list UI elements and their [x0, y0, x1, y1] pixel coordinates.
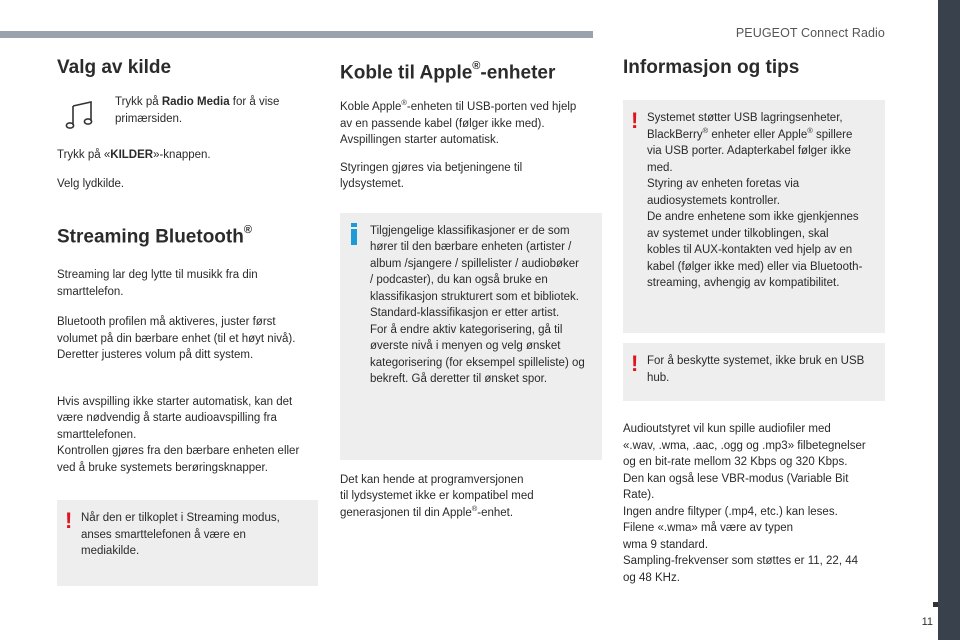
line: bekreft. Gå deretter til ønsket spor.: [370, 373, 548, 386]
line: øverste nivå i menyen og velg ønsket: [370, 340, 561, 353]
line: smarttelefonen.: [57, 428, 137, 441]
line: Avspillingen starter automatisk.: [340, 134, 499, 147]
line: Sampling-frekvenser som støttes er 11, 22, 44: [623, 555, 858, 567]
text-fragment: spillere: [812, 128, 853, 141]
heading-informasjon-og-tips: Informasjon og tips: [623, 57, 800, 78]
classification-info-text: [370, 223, 592, 388]
line: For å beskytte systemet, ikke bruk en USB: [647, 355, 865, 367]
line: mediakilde.: [81, 545, 140, 558]
line: For å endre aktiv kategorisering, gå til: [370, 323, 563, 336]
line: lydsystemet.: [340, 178, 404, 191]
column-info-tips: [623, 56, 885, 586]
line: Audioutstyret vil kun spille audiofiler med: [623, 423, 831, 435]
bt-paragraph-3: [57, 394, 319, 477]
registered-mark: ®: [807, 125, 813, 135]
line: De andre enhetene som ikke gjenkjennes: [647, 211, 859, 223]
line: Filene «.wma» må være av typen: [623, 522, 794, 534]
usb-support-warning-box: [623, 100, 885, 333]
line: kobles til AUX-kontakten ved hjelp av en: [647, 244, 853, 256]
registered-mark: ®: [702, 125, 709, 135]
column-apple: [340, 56, 602, 521]
kilder-instruction: [57, 147, 319, 164]
line: Styringen gjøres via betjeningene til: [340, 161, 523, 174]
line: klassifikasjon strukturert som et bibliotek.: [370, 290, 579, 303]
streaming-warning-box: [57, 500, 318, 586]
text-fragment: for å vise: [229, 96, 280, 108]
page-number: 11: [921, 616, 933, 628]
registered-mark: ®: [243, 224, 252, 236]
column-source-select: [57, 56, 319, 586]
text-fragment: BlackBerry: [647, 128, 703, 141]
line: ved å bruke systemets berøringsknapper.: [57, 461, 268, 474]
text-fragment: Koble Apple: [340, 101, 402, 114]
line: Bluetooth profilen må aktiveres, juster først: [57, 316, 276, 329]
text-fragment: -enheten til USB-porten ved hjelp: [406, 101, 577, 114]
text-fragment: primærsiden.: [115, 112, 183, 125]
streaming-warning-text: [81, 510, 308, 560]
bt-paragraph-1: [57, 267, 319, 300]
line: kategorisering (for eksempel spilleliste) og: [370, 356, 585, 369]
apple-paragraph-2: [340, 160, 602, 193]
line: hører til den bærbare enheten (artister /: [370, 241, 572, 254]
page-edge-bar: [938, 0, 960, 640]
exclamation-warning-icon: !: [65, 508, 73, 534]
line: «.wav, .wma, .aac, .ogg og .mp3» filbetegnelser: [623, 439, 866, 452]
usb-hub-warning-box: [623, 343, 885, 401]
line: Styring av enheten foretas via: [647, 178, 800, 190]
velg-lydkilde: Velg lydkilde.: [57, 177, 125, 190]
music-note-icon: [64, 100, 98, 130]
line: Rate).: [623, 489, 655, 501]
continue-bullet: [933, 602, 938, 607]
line: via USB porter. Adapterkabel følger ikke: [647, 145, 851, 157]
bt-paragraph-2: [57, 314, 319, 364]
classification-info-box: [340, 213, 602, 460]
line: Kontrollen gjøres fra den bærbare enheten eller: [57, 445, 300, 458]
text-fragment: -enhet.: [477, 506, 514, 519]
line: Hvis avspilling ikke starter automatisk, kan det: [57, 395, 293, 408]
header-title: PEUGEOT Connect Radio: [735, 26, 885, 40]
text-fragment: enheter eller Apple: [708, 128, 808, 141]
line: Systemet støtter USB lagringsenheter,: [647, 112, 843, 124]
exclamation-warning-icon: !: [631, 351, 639, 376]
line: Den kan også lese VBR-modus (Variable Bit: [623, 472, 849, 485]
heading-koble-til-apple: [340, 56, 602, 85]
line: volumet på din bærbare enhet (til et høyt nivå).: [57, 332, 296, 345]
line: smarttelefon.: [57, 285, 124, 298]
line: album /sjangere / spillelister / audiobøker: [370, 257, 580, 270]
line: og en bit-rate mellom 32 Kbps og 320 Kbps.: [623, 456, 848, 468]
usb-support-warning-text: [647, 110, 875, 292]
header-rule: [0, 31, 593, 38]
radio-media-label: Radio Media: [161, 96, 230, 108]
heading-text: -enheter: [480, 62, 556, 84]
line: Tilgjengelige klassifikasjoner er de som: [370, 224, 570, 237]
heading-text: Streaming Bluetooth: [57, 226, 244, 248]
line: være nødvendig å starte audioavspilling fra: [57, 412, 277, 425]
line: Streaming lar deg lytte til musikk fra din: [57, 269, 258, 282]
line: og 48 KHz.: [623, 571, 680, 584]
apple-paragraph-1: [340, 99, 602, 149]
line: hub.: [647, 371, 670, 384]
kilder-label: KILDER: [110, 149, 154, 161]
line: Når den er tilkoplet i Streaming modus,: [81, 512, 280, 525]
registered-mark: ®: [401, 98, 407, 108]
registered-mark: ®: [472, 60, 481, 72]
apple-paragraph-3: [340, 472, 602, 522]
heading-valg-av-kilde: Valg av kilde: [57, 57, 172, 78]
line: Deretter justeres volum på ditt system.: [57, 349, 254, 362]
line: audiosystemets kontroller.: [647, 194, 780, 207]
line: kabel (følger ikke med) eller via Bluetooth-: [647, 260, 863, 273]
audio-files-paragraph: [623, 421, 885, 586]
usb-hub-warning-text: [647, 353, 875, 386]
line: med.: [647, 161, 673, 174]
line: av systemet under tilkoblingen, skal: [647, 227, 829, 240]
registered-mark: ®: [471, 504, 478, 513]
line: Ingen andre filtyper (.mp4, etc.) kan leses.: [623, 505, 838, 518]
line: Standard-klassifikasjon er etter artist.: [370, 307, 560, 320]
line: til lydsystemet ikke er kompatibel med: [340, 490, 534, 503]
line: / podcaster), du kan også bruke en: [370, 274, 548, 287]
line: Det kan hende at programversjonen: [340, 473, 524, 486]
line: streaming, avhengig av kompatibilitet.: [647, 277, 840, 289]
text-fragment: generasjonen til din Apple: [340, 506, 472, 519]
exclamation-warning-icon: !: [631, 108, 639, 133]
radio-media-text: [115, 94, 319, 127]
info-bar-icon: [349, 223, 359, 245]
heading-text: Koble til Apple: [340, 62, 473, 84]
line: av en passende kabel (følger ikke med).: [340, 117, 545, 130]
line: anses smarttelefonen å være en: [81, 528, 246, 541]
line: wma 9 standard.: [623, 538, 709, 551]
text-fragment: »-knappen.: [153, 149, 211, 161]
radio-media-instruction: [57, 94, 319, 127]
heading-streaming-bluetooth: [57, 220, 319, 249]
text-fragment: Trykk på «: [57, 149, 111, 161]
text-fragment: Trykk på: [115, 96, 162, 108]
